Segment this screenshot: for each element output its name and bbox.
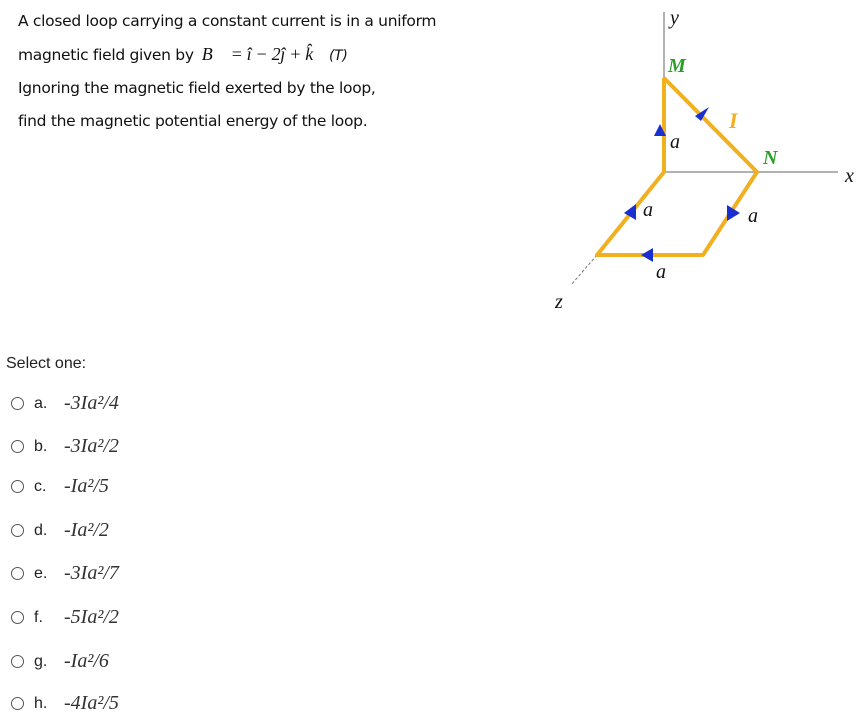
question-line-4: find the magnetic potential energy of the loop. [18, 111, 368, 130]
x-axis-label: x [845, 165, 854, 187]
radio-button[interactable] [11, 611, 24, 624]
option-d[interactable] [11, 519, 109, 542]
option-value: -4Ia²/5 [64, 692, 119, 714]
question-line-3: Ignoring the magnetic field exerted by the loop, [18, 79, 376, 97]
option-value: -Ia²/2 [64, 519, 109, 541]
option-b[interactable] [11, 435, 119, 458]
option-letter: f. [34, 608, 43, 626]
option-g[interactable] [11, 650, 109, 673]
side-label: a [656, 261, 666, 283]
question-line-1: A closed loop carrying a constant current is in a uniform [18, 12, 437, 30]
option-letter: h. [34, 694, 48, 712]
option-value: -Ia²/6 [64, 650, 109, 672]
radio-button[interactable] [11, 655, 24, 668]
option-value: -Ia²/5 [64, 475, 109, 497]
option-letter: g. [34, 652, 48, 670]
option-h[interactable] [11, 692, 119, 715]
option-value: -3Ia²/2 [64, 435, 119, 457]
option-e[interactable] [11, 562, 119, 585]
field-unit: (T) [328, 47, 348, 64]
question-line-2-text: magnetic field given by [18, 45, 194, 64]
point-m-label: M [668, 55, 686, 77]
radio-button[interactable] [11, 397, 24, 410]
option-letter: b. [34, 437, 48, 455]
radio-button[interactable] [11, 480, 24, 493]
y-axis-label: y [670, 7, 679, 29]
select-prompt: Select one: [6, 355, 87, 372]
point-n-label: N [763, 147, 778, 169]
radio-button[interactable] [11, 440, 24, 453]
radio-button[interactable] [11, 524, 24, 537]
option-a[interactable] [11, 392, 119, 415]
option-letter: c. [34, 477, 47, 495]
option-value: -3Ia²/7 [64, 562, 119, 584]
option-letter: e. [34, 564, 48, 582]
option-c[interactable] [11, 475, 109, 498]
field-equation: B⃗ = î − 2ĵ + k̂ [201, 43, 313, 64]
arrow-icon [641, 248, 653, 262]
current-label: I [729, 108, 738, 133]
side-label: a [643, 199, 653, 221]
radio-button[interactable] [11, 697, 24, 710]
option-f[interactable] [11, 606, 119, 629]
option-value: -5Ia²/2 [64, 606, 119, 628]
side-label: a [670, 131, 680, 153]
current-loop [597, 78, 757, 255]
option-letter: a. [34, 394, 48, 412]
option-value: -3Ia²/4 [64, 392, 119, 414]
radio-button[interactable] [11, 567, 24, 580]
side-label: a [748, 205, 758, 227]
z-axis-label: z [555, 291, 563, 313]
z-axis [571, 255, 597, 285]
option-letter: d. [34, 521, 48, 539]
